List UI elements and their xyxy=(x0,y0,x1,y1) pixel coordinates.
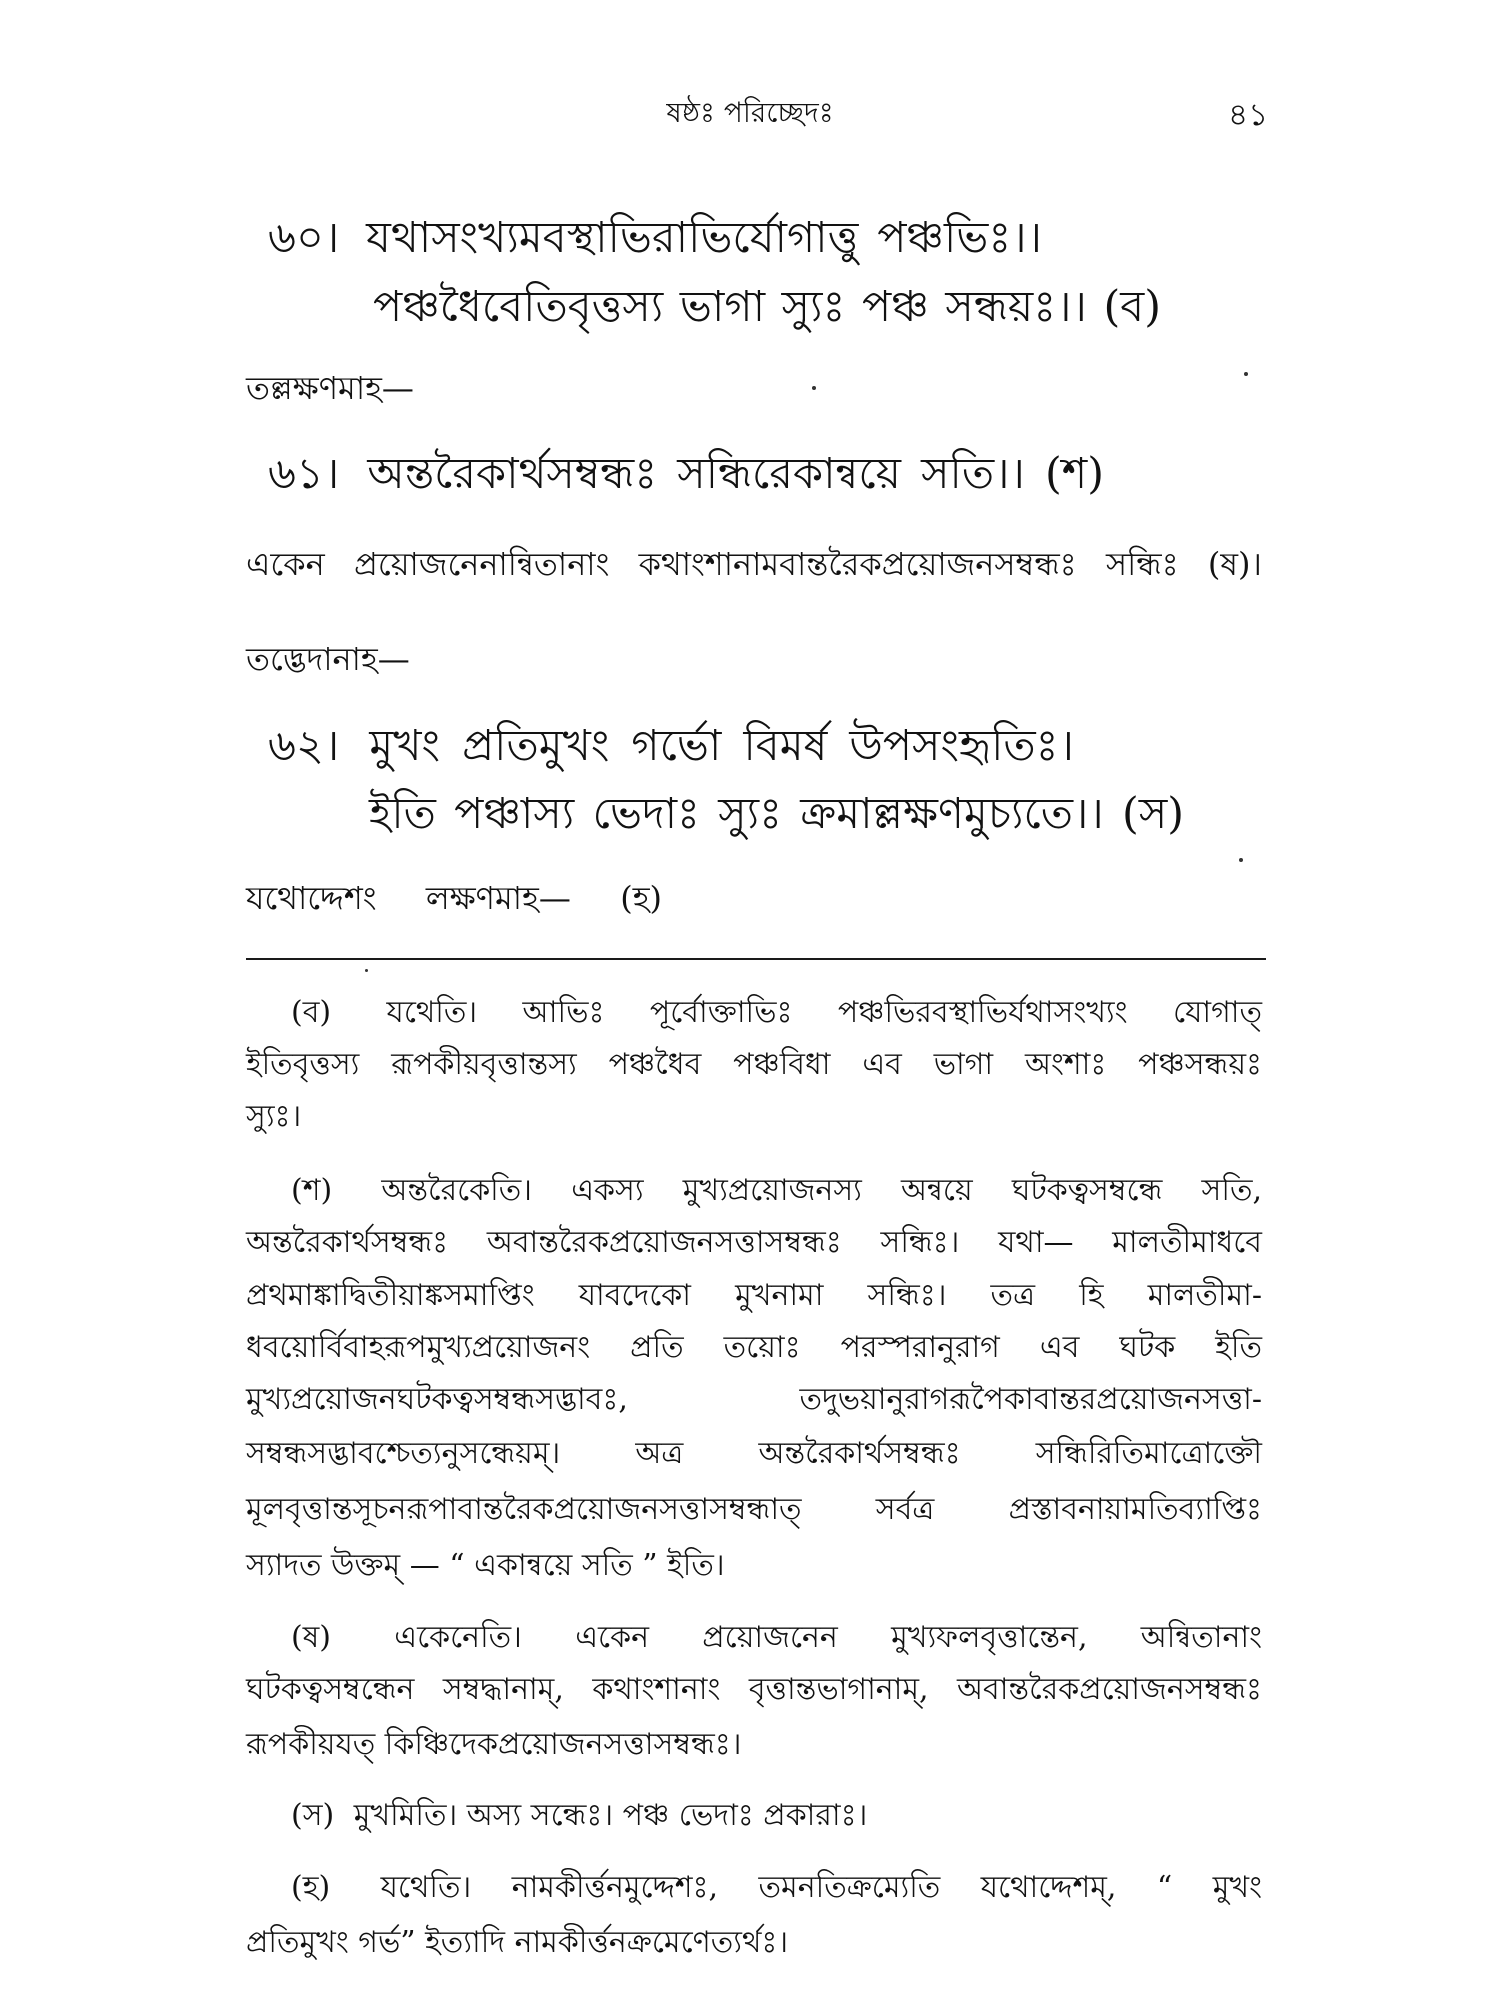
lead-in-61: তল্লক্ষণমাহ— xyxy=(246,369,414,407)
verse-number: ৬২। xyxy=(268,721,340,771)
verse-62-line-1 xyxy=(268,718,1074,774)
lead-in-next: যথোদ্দেশং লক্ষণমাহ— (হ) xyxy=(246,879,662,917)
footnote-sha-line-2: অন্তরৈকার্থসম্বন্ধঃ অবান্তরৈকপ্রয়োজনসত্তাসম্বন্ধঃ সন্ধিঃ। যথা— মালতীমাধবে xyxy=(246,1225,1262,1260)
verse-60-line-1 xyxy=(268,210,1042,266)
footnote-ssa-line-2: ঘটকত্বসম্বন্ধেন সম্বদ্ধানাম্, কথাংশানাং বৃত্তান্তভাগানাম্, অবান্তরৈকপ্রয়োজনসম্বন্ধঃ xyxy=(246,1672,1262,1707)
page-number: ৪১ xyxy=(1228,97,1269,133)
footnote-ba-line-2: ইতিবৃত্তস্য রূপকীয়বৃত্তান্তস্য পঞ্চধৈব পঞ্চবিধা এব ভাগা অংশাঃ পঞ্চসন্ধয়ঃ xyxy=(246,1047,1262,1082)
footnote-ha-line-2: প্রতিমুখং গর্ভ” ইত্যাদি নামকীর্ত্তনক্রমেণেত্যর্থঃ। xyxy=(246,1925,789,1960)
footnote-sha-line-3: প্রথমাঙ্কাদ্বিতীয়াঙ্কসমাপ্তিং যাবদেকো মুখনামা সন্ধিঃ। তত্র হি মালতীমা- xyxy=(246,1278,1262,1313)
scan-speck xyxy=(1239,858,1243,862)
footnote-marker: (ব) xyxy=(291,995,332,1030)
verse-number: ৬০। xyxy=(268,213,340,263)
footnote-text: যথেতি। নামকীর্ত্তনমুদ্দেশঃ, তমনতিক্রম্যেতি যথোদ্দেশম্, “ মুখং xyxy=(380,1870,1262,1905)
footnote-marker: (ষ) xyxy=(291,1620,331,1655)
lead-in-62: তদ্ভেদানাহ— xyxy=(246,640,410,678)
scan-speck xyxy=(812,386,816,390)
verse-number: ৬১। xyxy=(268,449,340,499)
footnote-ha-line-1 xyxy=(291,1866,1262,1910)
verse-60-line-2: পঞ্চধৈবেতিবৃত্তস্য ভাগা স্যুঃ পঞ্চ সন্ধয়ঃ।। (ব) xyxy=(373,282,1161,332)
scan-speck xyxy=(365,969,368,972)
running-head-title: ষষ্ঠঃ পরিচ্ছেদঃ xyxy=(666,96,834,129)
footnote-text: যথেতি। আভিঃ পূর্বোক্তাভিঃ পঞ্চভিরবস্থাভির্যথাসংখ্যং যোগাত্ xyxy=(386,995,1262,1030)
verse-61-line-1 xyxy=(268,446,1104,502)
footnote-sha-line-8: স্যাদত উক্তম্ — “ একান্বয়ে সতি ” ইতি। xyxy=(246,1548,725,1583)
footnote-sa-line-1 xyxy=(291,1794,1191,1838)
footnote-separator-rule xyxy=(246,958,1266,960)
verse-text: মুখং প্রতিমুখং গর্ভো বিমর্ষ উপসংহৃতিঃ। xyxy=(369,721,1074,771)
footnote-marker: (শ) xyxy=(291,1173,333,1208)
footnote-text: মুখমিতি। অস্য সন্ধেঃ। পঞ্চ ভেদাঃ প্রকারাঃ। xyxy=(353,1798,868,1833)
verse-text: অন্তরৈকার্থসম্বন্ধঃ সন্ধিরেকান্বয়ে সতি।। (শ) xyxy=(367,449,1104,499)
footnote-sha-line-4: ধবয়োর্বিবাহরূপমুখ্যপ্রয়োজনং প্রতি তয়োঃ পরস্পরানুরাগ এব ঘটক ইতি xyxy=(246,1330,1262,1365)
footnote-ssa-line-3: রূপকীয়যত্ কিঞ্চিদেকপ্রয়োজনসত্তাসম্বন্ধঃ। xyxy=(246,1727,742,1762)
footnote-text: একেনেতি। একেন প্রয়োজনেন মুখ্যফলবৃত্তান্তেন, অন্বিতানাং xyxy=(394,1620,1262,1655)
footnote-ssa-line-1 xyxy=(291,1616,1262,1660)
footnote-marker: (হ) xyxy=(291,1870,331,1905)
footnote-ba-line-3: স্যুঃ। xyxy=(246,1099,302,1134)
footnote-marker: (স) xyxy=(291,1798,335,1833)
verse-text: যথাসংখ্যমবস্থাভিরাভির্যোগাত্তু পঞ্চভিঃ।। xyxy=(366,213,1043,263)
verse-62-line-2: ইতি পঞ্চাস্য ভেদাঃ স্যুঃ ক্রমাল্লক্ষণমুচ্যতে।। (স) xyxy=(369,789,1184,839)
gloss-61: একেন প্রয়োজনেনান্বিতানাং কথাংশানামবান্তরৈকপ্রয়োজনসম্বন্ধঃ সন্ধিঃ (ষ)। xyxy=(246,545,1262,583)
footnote-text: অন্তরৈকেতি। একস্য মুখ্যপ্রয়োজনস্য অন্বয়ে ঘটকত্বসম্বন্ধে সতি, xyxy=(381,1173,1262,1208)
footnote-ba-line-1 xyxy=(291,991,1262,1035)
footnote-sha-line-7: মূলবৃত্তান্তসূচনরূপাবান্তরৈকপ্রয়োজনসত্তাসম্বন্ধাত্ সর্বত্র প্রস্তাবনায়ামতিব্যাপ্তিঃ xyxy=(246,1492,1262,1527)
footnote-sha-line-6: সম্বন্ধসদ্ভাবশ্চেত্যনুসন্ধেয়ম্। অত্র অন্তরৈকার্থসম্বন্ধঃ সন্ধিরিতিমাত্রোক্তৌ xyxy=(246,1436,1262,1471)
footnote-sha-line-5: মুখ্যপ্রয়োজনঘটকত্বসম্বন্ধসদ্ভাবঃ, তদুভয়ানুরাগরূপৈকাবান্তরপ্রয়োজনসত্তা- xyxy=(246,1382,1262,1417)
footnote-sha-line-1 xyxy=(291,1169,1262,1213)
scan-speck xyxy=(1244,372,1248,376)
